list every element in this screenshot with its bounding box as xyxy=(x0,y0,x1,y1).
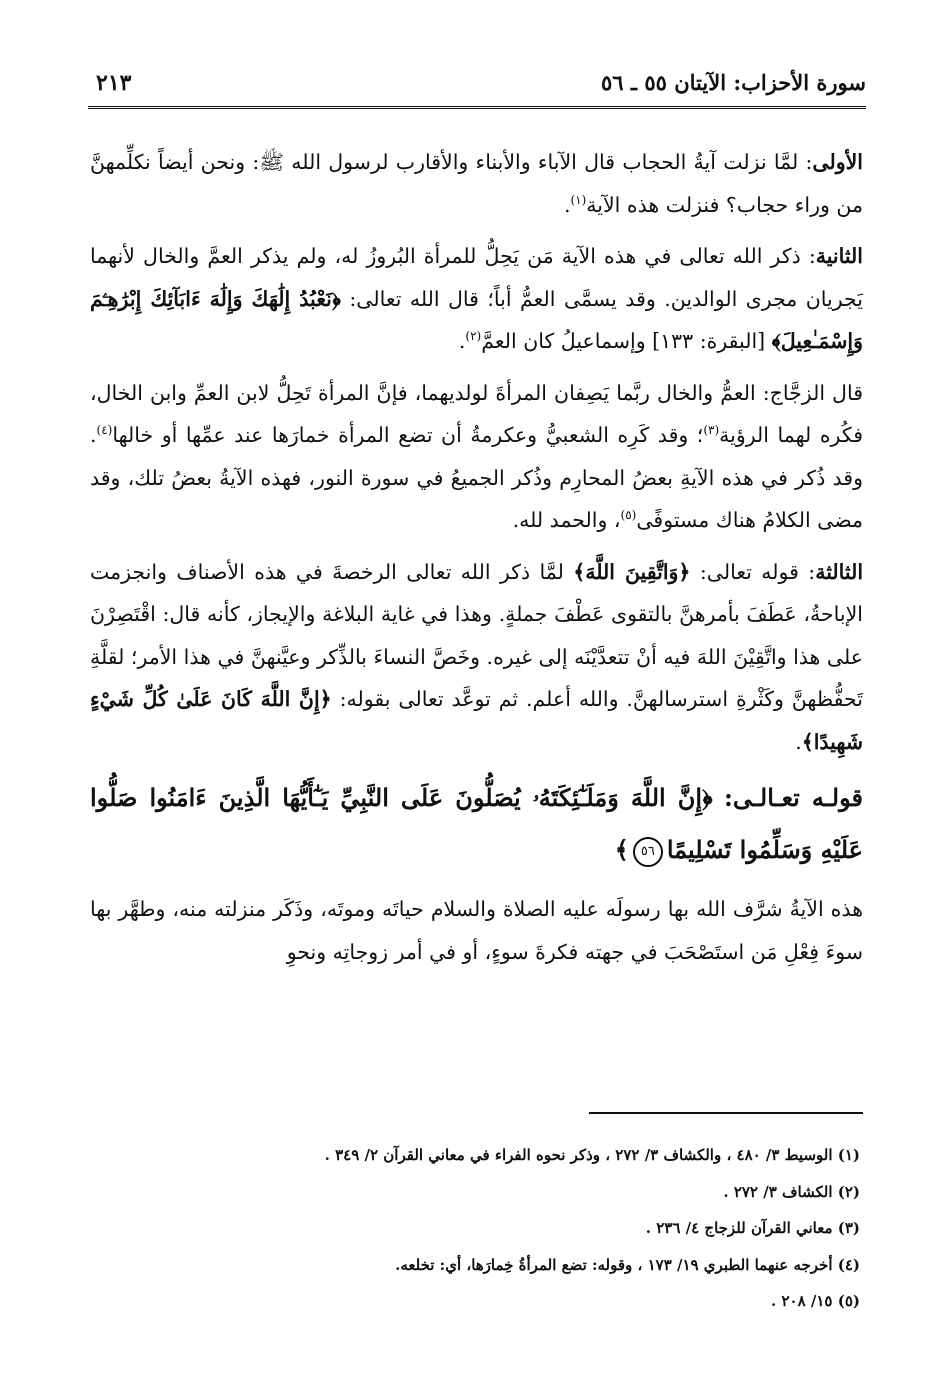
verse-label: قولـه تعـالـى: xyxy=(724,783,863,812)
footnote-item: (٥) ١٥/ ٢٠٨ . xyxy=(771,1292,860,1310)
paragraph-text: قال الزجَّاج: العمُّ والخال ربَّما يَصِفان المرأةَ لولديهما، فإنَّ المرأة تَحِلُّ لابن العمِّ وابن الخال، فكُره لهما الرؤية xyxy=(90,380,863,447)
main-text xyxy=(90,141,863,982)
issue-heading: الثالثة xyxy=(815,559,864,584)
verse-text: ﴿إِنَّ اللَّهَ وَمَلَـٰٓئِكَتَهُۥ يُصَلُّونَ عَلَى النَّبِيِّ يَـٰٓأَيُّهَا الَّذِينَ ءَامَنُوا صَلُّوا عَلَيْهِ وَسَلِّمُوا تَسْلِيمًا xyxy=(90,783,863,864)
footnote-item: (٢) الكشاف ٣/ ٢٧٢ . xyxy=(723,1182,860,1201)
verse-56-block xyxy=(90,772,863,876)
quran-quote: ﴿نَعْبُدُ إِلَٰهَكَ وَإِلَٰهَ ءَابَآئِكَ إِبْرَٰهِـۧمَ وَإِسْمَـٰعِيلَ﴾ xyxy=(90,286,863,353)
surah-header-title: سورة الأحزاب: الآيتان ٥٥ ـ ٥٦ xyxy=(601,70,866,95)
quran-quote: ﴿إِنَّ اللَّهَ كَانَ عَلَىٰ كُلِّ شَيْءٍ شَهِيدًا﴾ xyxy=(90,687,863,754)
footnote-item: (١) الوسيط ٣/ ٤٨٠ ، والكشاف ٣/ ٢٧٢ ، وذكر نحوه الفراء في معاني القرآن ٢/ ٣٤٩ . xyxy=(324,1146,860,1164)
punctuation: . xyxy=(795,729,802,754)
footnote-ref[interactable]: (٥) xyxy=(620,508,637,523)
footnote-ref[interactable]: (٣) xyxy=(703,423,720,438)
punctuation: . xyxy=(563,192,571,217)
paragraph-zajjaj-quote xyxy=(90,372,863,542)
paragraph-text: ؛ وقد كَرِه الشعبيُّ وعكرمةُ أن تضع المرأة خمارَها عند عمِّها أو خالها xyxy=(112,423,704,447)
footnote-item: (٣) معاني القرآن للزجاج ٤/ ٢٣٦ . xyxy=(645,1219,860,1237)
issue-heading: الثانية xyxy=(815,244,863,268)
paragraph-text: : قوله تعالى: xyxy=(699,559,816,584)
footnote-item: (٤) أخرجه عنهما الطبري ١٩/ ١٧٣ ، وقوله: تضع المرأةُ خِمارَها، أي: تخلعه. xyxy=(395,1255,860,1274)
paragraph-text: : لمَّا نزلت آيةُ الحجاب قال الآباء والأبناء والأقارب لرسول الله ﷺ: ونحن أيضاً نكلِّمهنَّ من وراء حجاب؟ فنزلت هذه الآية xyxy=(90,150,863,217)
paragraph-text: هذه الآيةُ شرَّف الله بها رسولَه عليه الصلاة والسلام حياتَه وموتَه، وذَكَر منزلته منه، وطهَّر بها سوءَ فِعْلِ مَن استَصْحَبَ في جهته فكرةَ سوءٍ، أو في أمر زوجاتِه ونحوِ xyxy=(90,897,863,964)
paragraph-text: لمَّا ذكر الله تعالى الرخصةَ في هذه الأصناف وانجزمت الإباحةُ، عَطَفَ بأمرهنَّ بالتقوى عَطْفَ جملةٍ. وهذا في غاية البلاغة والإيجاز، كأنه قال: اقْتَصِرْنَ على هذا واتَّقِيْنَ اللهَ فيه أنْ تتعدَّيْنَه إلى غيره. وخَصَّ النساءَ بالذِّكر وعيَّنهنَّ في هذا الأمر؛ لقلَّةِ تَحفُّظهنَّ وكَثْرةِ استرسالهنَّ. والله أعلم. ثم توعَّد تعالى بقوله: xyxy=(90,559,863,711)
verse-close-bracket: ﴾ xyxy=(614,835,629,864)
footnote-ref[interactable]: (١) xyxy=(570,192,587,207)
punctuation: . xyxy=(458,329,466,353)
header-divider xyxy=(88,106,866,109)
running-header xyxy=(96,70,866,100)
paragraph-verse-commentary xyxy=(90,888,863,973)
page-number: ٢١٣ xyxy=(96,70,132,96)
paragraph-text: [البقرة: ١٣٣] وإسماعيلُ كان العمَّ xyxy=(481,329,772,353)
paragraph-first-issue xyxy=(90,141,863,226)
paragraph-text: : ذكر الله تعالى في هذه الآية مَن يَحِلُّ للمرأة البُروزُ له، ولم يذكر العمَّ والخال لأنهما يَجريان مجرى الوالدين. وقد يسمَّى العمُّ أباً؛ قال الله تعالى: xyxy=(90,244,863,311)
paragraph-third-issue xyxy=(90,551,863,764)
footnote-ref[interactable]: (٤) xyxy=(96,423,113,438)
footnote-divider xyxy=(589,1112,863,1114)
paragraph-text: ، والحمد لله. xyxy=(512,508,621,532)
footnotes xyxy=(90,1137,860,1320)
quran-quote: ﴿وَاتَّقِينَ اللَّهَ﴾ xyxy=(573,559,691,584)
ayah-number-marker: ٥٦ xyxy=(633,837,663,867)
issue-heading: الأولى xyxy=(812,150,863,174)
paragraph-text: . وقد ذُكر في هذه الآيةِ بعضُ المحارِم وذُكر الجميعُ في سورة النور، فهذه الآيةُ بعضُ تلك، وقد مضى الكلامُ هناك مستوفًى xyxy=(90,423,863,532)
paragraph-second-issue xyxy=(90,235,863,363)
footnote-ref[interactable]: (٢) xyxy=(465,329,482,344)
